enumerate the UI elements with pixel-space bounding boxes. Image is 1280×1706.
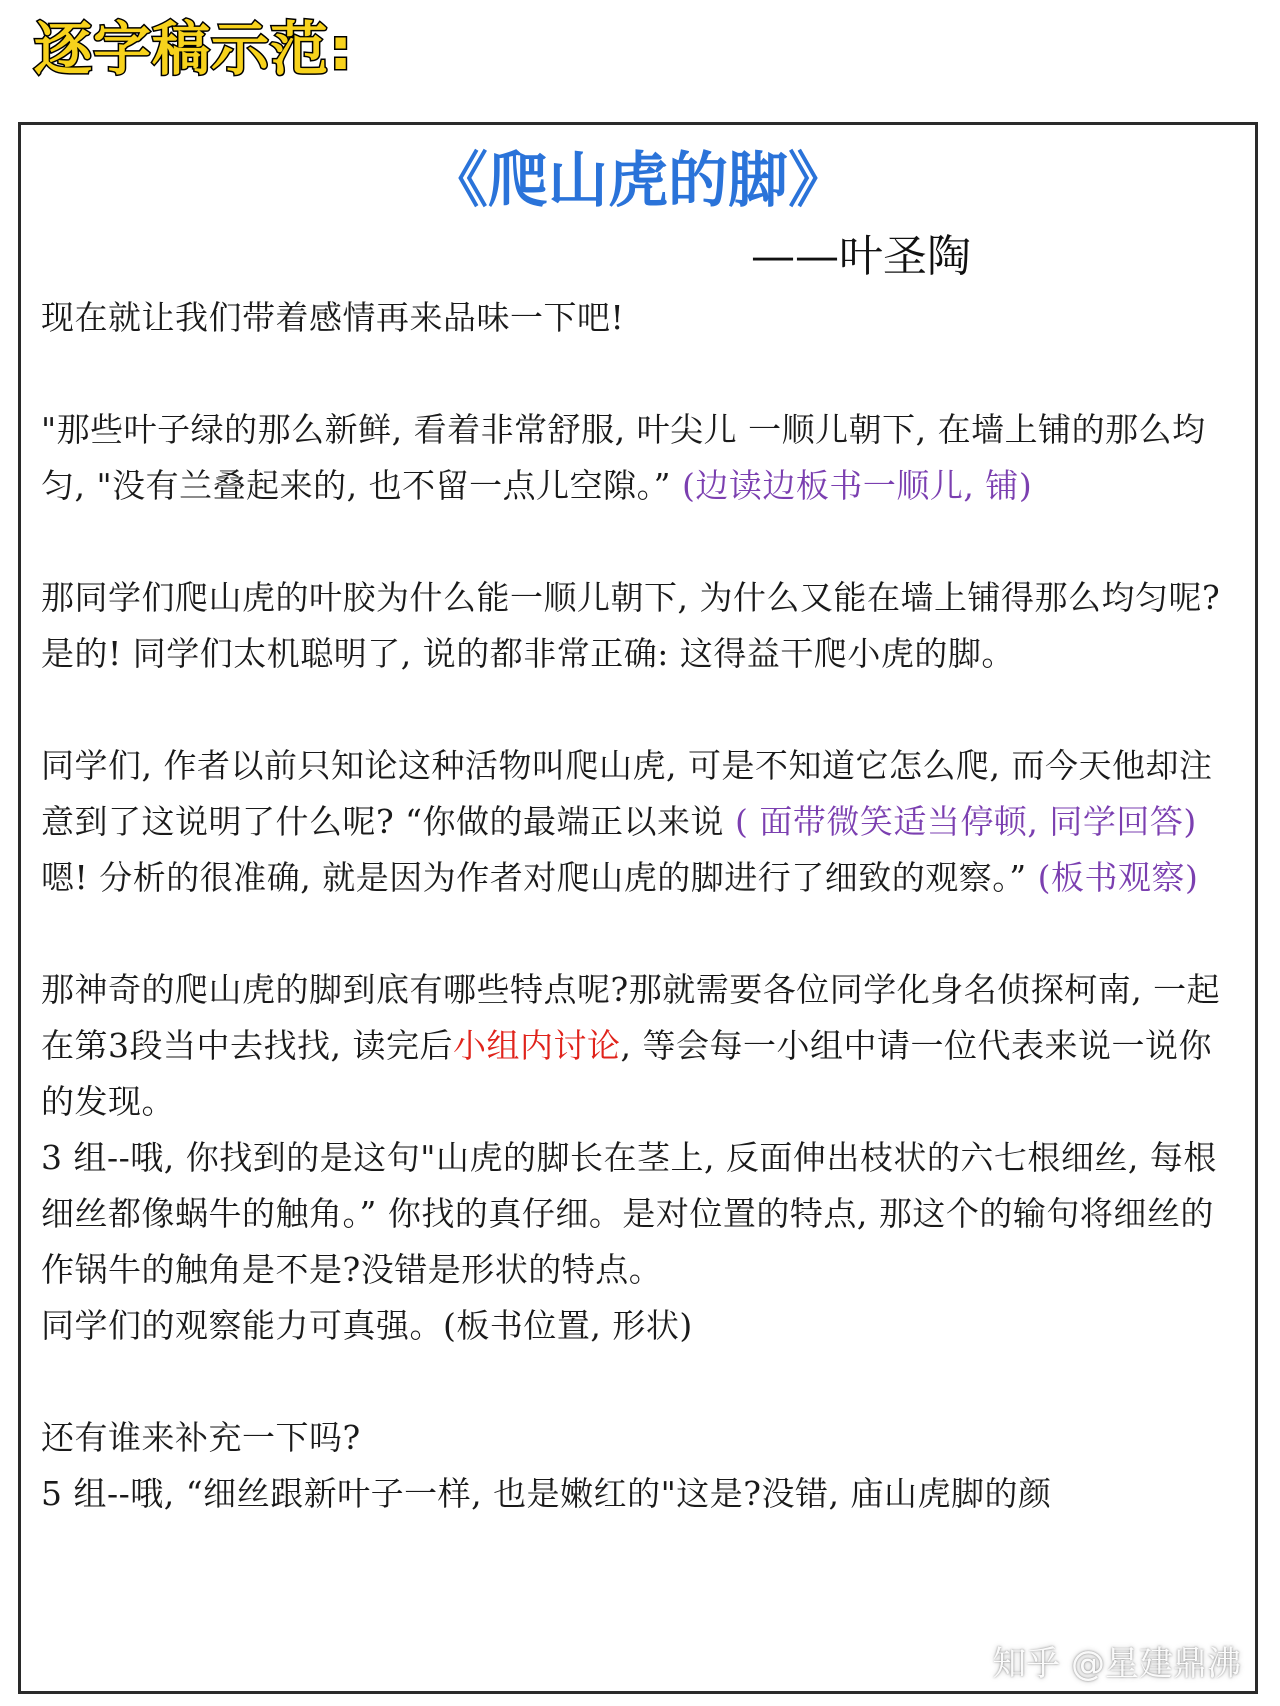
- watermark: 知乎 @星建鼎沸: [992, 1644, 1241, 1684]
- paragraph-text: 同学们的观察能力可真强。(板书位置, 形状): [41, 1306, 693, 1345]
- header-label: 逐字稿示范:: [34, 15, 354, 83]
- paragraph: [41, 1130, 1241, 1298]
- annotation-text: (边读边板书一顺儿, 铺): [682, 466, 1033, 505]
- paragraph-text: 3 组--哦, 你找到的是这句"山虎的脚长在茎上, 反面伸出枝状的六七根细丝, 每根细丝都像蜗牛的触角。” 你找的真仔细。是对位置的特点, 那这个的输句将细丝的作锅牛的触角是不是?没错是形状的特点。: [41, 1138, 1217, 1289]
- paragraph: [41, 738, 1241, 906]
- annotation-text: (板书观察): [1037, 858, 1199, 897]
- paragraph-gap: [41, 514, 1241, 570]
- annotation-text: ( 面带微笑适当停顿, 同学回答): [735, 802, 1197, 841]
- paragraph-text: "那些叶子绿的那么新鲜, 看着非常舒服, 叶尖儿 一顺儿朝下, 在墙上铺的那么均匀, "没有兰叠起来的, 也不留一点儿空隙。”: [41, 410, 1206, 505]
- paragraph-text: , 等会每一小组中请一位代表来说一说你的发现。: [41, 1026, 1212, 1121]
- paragraph-text: 还有谁来补充一下吗?: [41, 1418, 361, 1457]
- paragraph: [41, 962, 1241, 1130]
- document-body: [41, 290, 1241, 1522]
- document-title: 《爬山虎的脚》: [428, 146, 848, 216]
- document-author: ——叶圣陶: [751, 231, 971, 282]
- annotation-text: 小组内讨论: [452, 1026, 621, 1065]
- document-frame: [18, 122, 1258, 1694]
- paragraph: [41, 402, 1241, 514]
- paragraph-text: 嗯! 分析的很准确, 就是因为作者对爬山虎的脚进行了细致的观察。”: [41, 858, 1038, 897]
- paragraph-gap: [41, 906, 1241, 962]
- paragraph-gap: [41, 1354, 1241, 1410]
- paragraph-text: 现在就让我们带着感情再来品味一下吧!: [41, 298, 625, 337]
- paragraph-gap: [41, 346, 1241, 402]
- paragraph: [41, 1410, 1241, 1466]
- paragraph: [41, 570, 1241, 682]
- paragraph-gap: [41, 682, 1241, 738]
- paragraph-text: 5 组--哦, “细丝跟新叶子一样, 也是嫩红的"这是?没错, 庙山虎脚的颜: [41, 1474, 1052, 1513]
- paragraph: [41, 290, 1241, 346]
- paragraph: [41, 1298, 1241, 1354]
- paragraph-text: 同学们, 作者以前只知论这种活物叫爬山虎, 可是不知道它怎么爬, 而今天他却注意到了这说明了什么呢? “你做的最端正以来说: [41, 746, 1213, 841]
- paragraph-text: 那同学们爬山虎的叶胶为什么能一顺儿朝下, 为什么又能在墙上铺得那么均匀呢?是的! 同学们太机聪明了, 说的都非常正确: 这得益干爬小虎的脚。: [41, 578, 1221, 673]
- paragraph: [41, 1466, 1241, 1522]
- paragraph-text: 那神奇的爬山虎的脚到底有哪些特点呢?那就需要各位同学化身名侦探柯南, 一起在第3段当中去找找, 读完后: [41, 970, 1221, 1065]
